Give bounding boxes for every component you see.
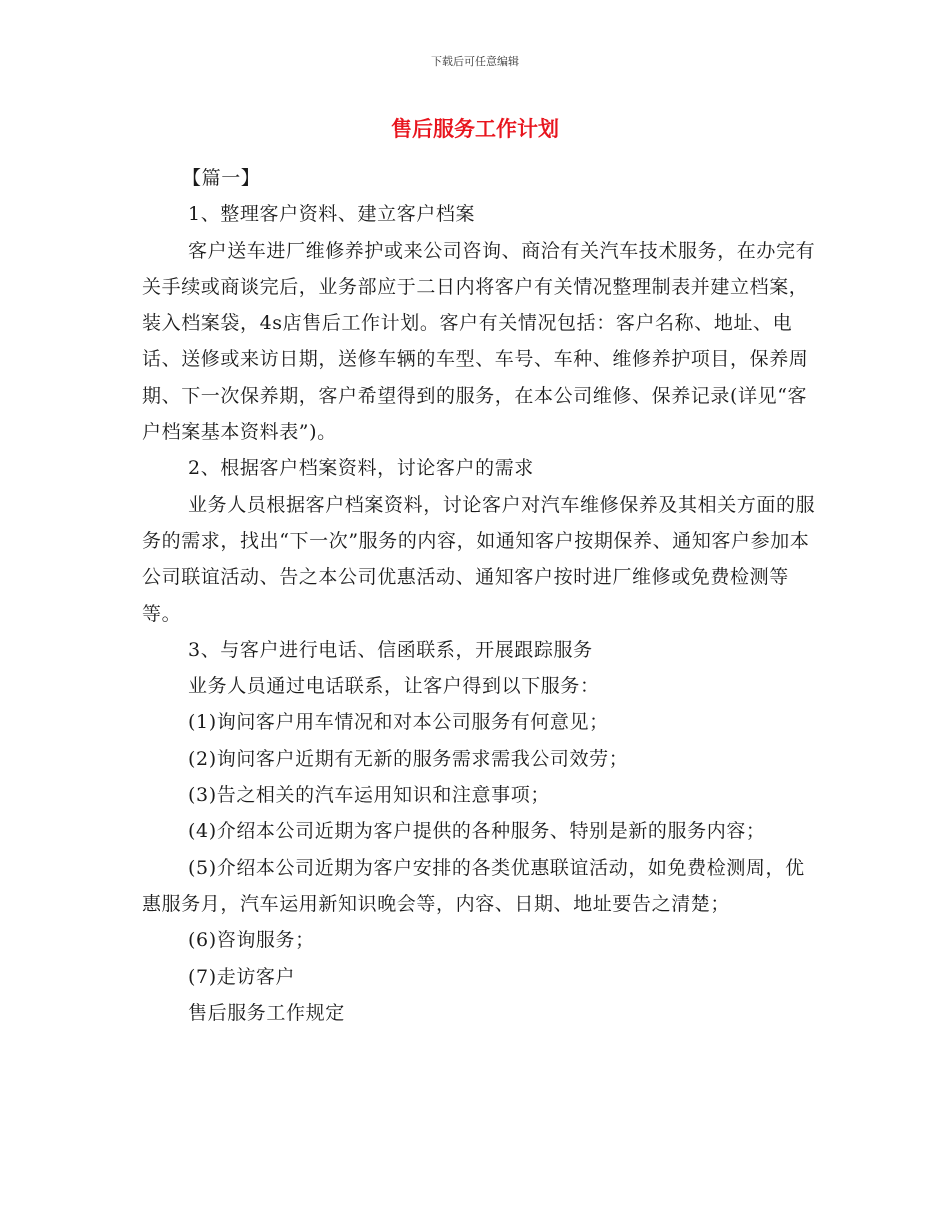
list-item-6: (6)咨询服务；: [188, 929, 315, 952]
section-label: 【篇一】: [182, 167, 261, 189]
list-item-5: (5)介绍本公司近期为客户安排的各类优惠联谊活动，如免费检测周，优惠服务月，汽车运用新知识晚会等，内容、日期、地址要告之清楚；: [142, 856, 805, 915]
list-item-7: (7)走访客户: [188, 965, 296, 988]
document-body: [142, 160, 822, 1031]
paragraph-1: 客户送车进厂维修养护或来公司咨询、商洽有关汽车技术服务，在办完有关手续或商谈完后，业务部应于二日内将客户有关情况整理制表并建立档案，装入档案袋，4s店售后工作计划。客户有关情况包括：客户名称、地址、电话、送修或来访日期，送修车辆的车型、车号、车种、维修养护项目，保养周期、下一次保养期，客户希望得到的服务，在本公司维修、保养记录(详见“客户档案基本资料表”)。: [142, 239, 816, 444]
list-item-1: (1)询问客户用车情况和对本公司服务有何意见；: [188, 711, 609, 734]
list-item-3: (3)告之相关的汽车运用知识和注意事项；: [188, 784, 550, 807]
page-header: 下载后可任意编辑: [431, 55, 519, 68]
heading-3: 3、与客户进行电话、信函联系，开展跟踪服务: [188, 638, 593, 661]
list-item-2: (2)询问客户近期有无新的服务需求需我公司效劳；: [188, 747, 629, 770]
paragraph-3: 业务人员通过电话联系，让客户得到以下服务：: [188, 675, 600, 698]
heading-1: 1、整理客户资料、建立客户档案: [188, 203, 476, 226]
heading-2: 2、根据客户档案资料，讨论客户的需求: [188, 457, 534, 480]
paragraph-2: 业务人员根据客户档案资料，讨论客户对汽车维修保养及其相关方面的服务的需求，找出“下一次”服务的内容，如通知客户按期保养、通知客户参加本公司联谊活动、告之本公司优惠活动、通知客户按时进厂维修或免费检测等等。: [142, 493, 816, 625]
document-title: 售后服务工作计划: [391, 117, 559, 141]
list-item-4: (4)介绍本公司近期为客户提供的各种服务、特别是新的服务内容；: [188, 820, 766, 843]
closing-heading: 售后服务工作规定: [188, 1001, 345, 1024]
